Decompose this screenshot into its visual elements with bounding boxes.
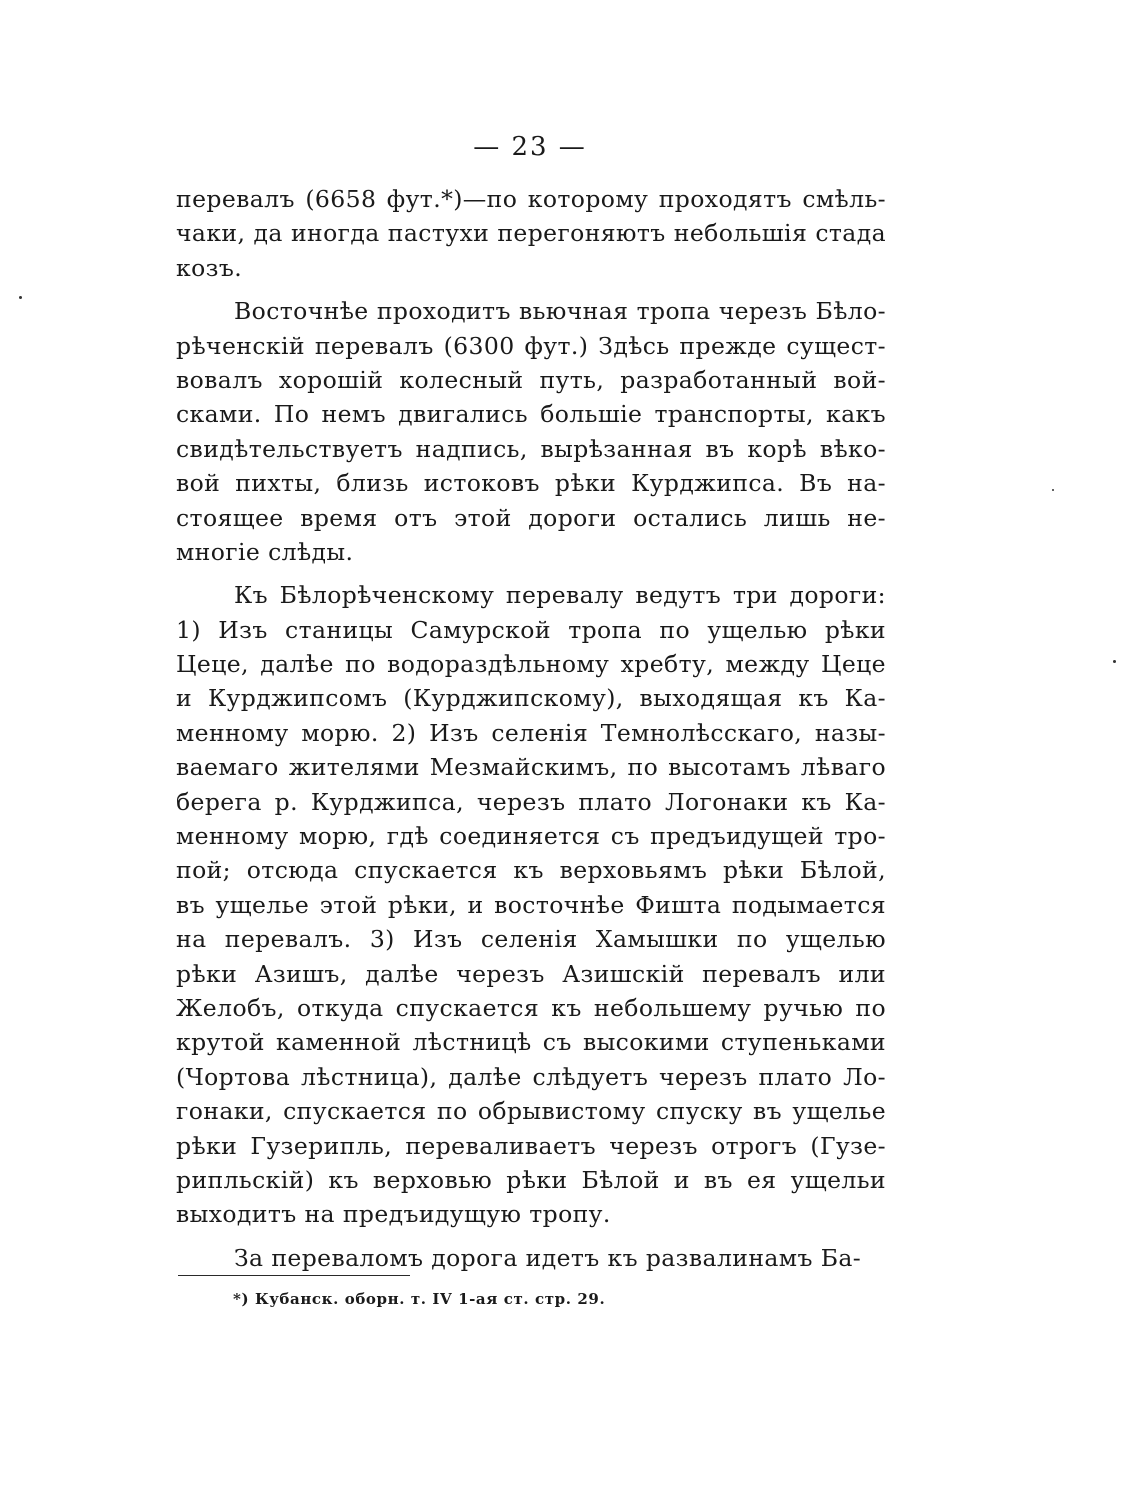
text-line: многіе слѣды. — [176, 537, 354, 566]
text-line: сками. По немъ двигались большіе транспорты, какъ — [176, 400, 886, 429]
text-line: крутой каменной лѣстницѣ съ высокими ступеньками — [176, 1028, 886, 1057]
paragraph — [176, 1241, 886, 1275]
text-line: перевалъ (6658 фут.*)—по которому проходятъ смѣль- — [176, 185, 886, 213]
paragraph-gap — [176, 1232, 886, 1241]
text-line: выходитъ на предъидущую тропу. — [176, 1200, 611, 1229]
scan-speck — [19, 296, 22, 299]
text-line: рѣченскій перевалъ (6300 фут.) Здѣсь прежде сущест- — [176, 331, 886, 360]
footnote-divider — [178, 1275, 410, 1276]
text-line: За переваломъ дорога идетъ къ развалинамъ Ба- — [234, 1243, 862, 1272]
text-line: Восточнѣе проходитъ вьючная тропа черезъ Бѣло- — [234, 297, 886, 326]
text-line: чаки, да иногда пастухи перегоняютъ небольшія стада — [176, 219, 886, 248]
text-line: гонаки, спускается по обрывистому спуску въ ущелье — [176, 1097, 886, 1126]
text-line: на перевалъ. 3) Изъ селенія Хамышки по ущелью — [176, 925, 886, 954]
text-line: Желобъ, откуда спускается къ небольшему ручью по — [176, 993, 886, 1022]
text-line: пой; отсюда спускается къ верховьямъ рѣки Бѣлой, — [176, 856, 886, 885]
text-line: Къ Бѣлорѣченскому перевалу ведутъ три дороги: — [234, 581, 886, 610]
paragraph-gap — [176, 569, 886, 578]
text-line: вой пихты, близь истоковъ рѣки Курджипса. Въ на- — [176, 469, 886, 498]
text-line: рѣки Азишъ, далѣе черезъ Азишскій перевалъ или — [176, 959, 886, 988]
paragraph — [176, 578, 886, 1231]
text-line: рѣки Гузерипль, переваливаетъ черезъ отрогъ (Гузе- — [176, 1131, 886, 1160]
scan-speck — [1113, 660, 1116, 663]
text-line: менному морю. 2) Изъ селенія Темнолѣсскаго, назы- — [176, 718, 886, 747]
paragraph-gap — [176, 285, 886, 294]
text-line: въ ущелье этой рѣки, и восточнѣе Фишта подымается — [176, 890, 886, 919]
text-line: козъ. — [176, 253, 243, 282]
paragraph — [176, 294, 886, 569]
text-line: вовалъ хорошій колесный путь, разработанный вой- — [176, 365, 886, 394]
text-line: 1) Изъ станицы Самурской тропа по ущелью рѣки — [176, 615, 886, 644]
footnote: *) Кубанск. оборн. т. IV 1-ая ст. стр. 29. — [233, 1290, 606, 1308]
text-line: ваемаго жителями Мезмайскимъ, по высотамъ лѣваго — [176, 753, 886, 782]
text-line: свидѣтельствуетъ надпись, вырѣзанная въ корѣ вѣко- — [176, 434, 886, 463]
body-text — [176, 182, 886, 1275]
text-line: менному морю, гдѣ соединяется съ предъидущей тро- — [176, 822, 886, 851]
text-line: стоящее время отъ этой дороги остались лишь не- — [176, 503, 886, 532]
paragraph — [176, 182, 886, 285]
scan-speck — [1052, 489, 1054, 491]
text-line: Цеце, далѣе по водораздѣльному хребту, между Цеце — [176, 650, 886, 679]
text-line: берега р. Курджипса, черезъ плато Логонаки къ Ка- — [176, 787, 886, 816]
text-line: рипльскій) къ верховью рѣки Бѣлой и въ ея ущельи — [176, 1165, 886, 1194]
text-line: (Чортова лѣстница), далѣе слѣдуетъ черезъ плато Ло- — [176, 1062, 886, 1091]
page-number: — 23 — — [473, 132, 587, 162]
text-line: и Курджипсомъ (Курджипскому), выходящая къ Ка- — [176, 684, 886, 713]
